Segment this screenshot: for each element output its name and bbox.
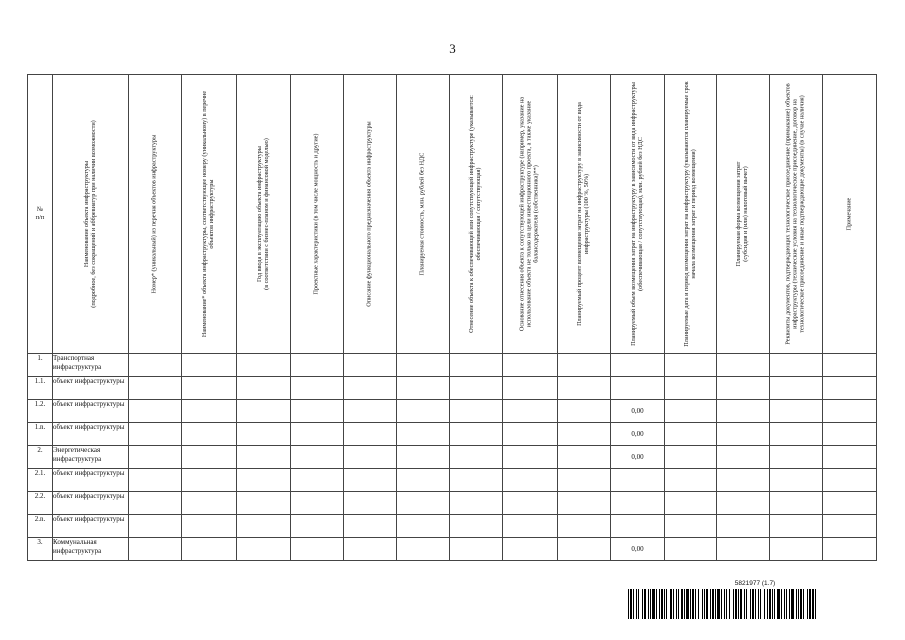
table-cell: [665, 446, 717, 469]
table-cell: [770, 400, 823, 423]
table-cell: [397, 400, 450, 423]
table-cell: [182, 515, 237, 538]
table-cell: [344, 354, 397, 377]
table-cell: [237, 538, 291, 561]
row-object-name: Коммунальная инфраструктура: [53, 538, 129, 561]
header-functional-purpose: [344, 75, 397, 354]
row-reimbursement-volume: 0,00: [611, 538, 665, 561]
barcode-bars: [628, 589, 882, 619]
table-cell: [770, 354, 823, 377]
table-cell: [237, 354, 291, 377]
barcode-text: 5821977 (1.7): [734, 580, 776, 587]
table-cell: [770, 469, 823, 492]
table-cell: [558, 446, 611, 469]
table-row: [28, 423, 877, 446]
row-number: 1.1.: [28, 377, 53, 400]
table-cell: [344, 377, 397, 400]
table-row: [28, 377, 877, 400]
header-unique-number: [129, 75, 182, 354]
row-reimbursement-volume: 0,00: [611, 446, 665, 469]
row-object-name: объект инфраструктуры: [53, 492, 129, 515]
table-cell: [770, 492, 823, 515]
header-list-name: [182, 75, 237, 354]
table-cell: [129, 400, 182, 423]
header-note: [823, 75, 877, 354]
table-cell: [344, 515, 397, 538]
table-cell: [558, 423, 611, 446]
table-row: [28, 446, 877, 469]
table-cell: [291, 354, 344, 377]
row-number: 1.2.: [28, 400, 53, 423]
table-cell: [770, 515, 823, 538]
table-cell: [503, 354, 558, 377]
header-accompanying-basis: [503, 75, 558, 354]
header-design-characteristics: [291, 75, 344, 354]
row-object-name: объект инфраструктуры: [53, 469, 129, 492]
table-row: [28, 538, 877, 561]
table-cell: [237, 469, 291, 492]
table-cell: [182, 400, 237, 423]
table-cell: [182, 446, 237, 469]
infrastructure-table: [27, 74, 877, 561]
table-cell: [717, 377, 770, 400]
table-cell: [503, 538, 558, 561]
table-cell: [665, 469, 717, 492]
table-cell: [823, 492, 877, 515]
table-cell: [182, 377, 237, 400]
header-commission-year: [237, 75, 291, 354]
row-number: 2.1.: [28, 469, 53, 492]
table-cell: [397, 354, 450, 377]
table-cell: [503, 469, 558, 492]
header-object-name-text: Наименование объекта инфраструктуры (подробное, без сокращений и аббревиатур при наличии возможности): [82, 120, 97, 308]
table-cell: [237, 515, 291, 538]
table-cell: [665, 423, 717, 446]
page-number: 3: [449, 41, 456, 56]
table-cell: [717, 538, 770, 561]
table-cell: [344, 469, 397, 492]
table-cell: [823, 515, 877, 538]
table-cell: [503, 377, 558, 400]
table-cell: [182, 469, 237, 492]
table-cell: [558, 515, 611, 538]
table-cell: [503, 423, 558, 446]
table-cell: [558, 354, 611, 377]
table-cell: [717, 400, 770, 423]
table-cell: [129, 492, 182, 515]
table-cell: [823, 354, 877, 377]
table-cell: [823, 423, 877, 446]
table-cell: [344, 538, 397, 561]
row-reimbursement-volume: 0,00: [611, 400, 665, 423]
table-cell: [344, 492, 397, 515]
header-reimbursement-form-text: Планируемая форма возмещения затрат (субсидия и (или) налоговый вычет): [735, 161, 749, 267]
row-object-name: Энергетическая инфраструктура: [53, 446, 129, 469]
table-cell: [182, 423, 237, 446]
table-body: [28, 354, 877, 561]
table-cell: [665, 354, 717, 377]
header-reimbursement-percent-text: Планируемый процент возмещения затрат на инфраструктуру в зависимости от вида инфраструктуры (100 %, 50%): [576, 102, 590, 326]
table-cell: [237, 377, 291, 400]
header-accompanying-basis-text: Основание отнесения объекта к сопутствующей инфраструктуре (например, указание на использование объекта не только на цели инвестиционного проекта, а также указание балансодержателя (собственника)**): [518, 96, 540, 332]
table-cell: [129, 515, 182, 538]
header-object-name: [53, 75, 129, 354]
header-reimbursement-form: [717, 75, 770, 354]
table-cell: [770, 538, 823, 561]
table-cell: [665, 377, 717, 400]
row-reimbursement-volume: [611, 492, 665, 515]
table-cell: [397, 515, 450, 538]
table-cell: [344, 400, 397, 423]
row-number: 2.: [28, 446, 53, 469]
row-reimbursement-volume: [611, 354, 665, 377]
table-cell: [397, 492, 450, 515]
table-cell: [129, 446, 182, 469]
table-cell: [182, 538, 237, 561]
table-cell: [823, 400, 877, 423]
table-cell: [237, 423, 291, 446]
table-cell: [450, 515, 503, 538]
row-object-name: объект инфраструктуры: [53, 377, 129, 400]
row-object-name: объект инфраструктуры: [53, 515, 129, 538]
table-cell: [129, 469, 182, 492]
row-object-name: объект инфраструктуры: [53, 423, 129, 446]
row-object-name: Транспортная инфраструктура: [53, 354, 129, 377]
table-cell: [450, 469, 503, 492]
table-cell: [450, 354, 503, 377]
table-cell: [665, 515, 717, 538]
header-reimbursement-percent: [558, 75, 611, 354]
header-unique-number-text: Номер* (уникальный) из перечня объектов инфраструктуры: [150, 134, 158, 294]
header-reimbursement-volume-text: Планируемый объем возмещения затрат на инфраструктуру в зависимости от вида инфраструктуры (обеспечивающая / сопутствующая), млн. рублей без НДС: [629, 82, 644, 346]
row-object-name: объект инфраструктуры: [53, 400, 129, 423]
header-reimbursement-volume: [611, 75, 665, 354]
header-functional-purpose-text: Описание функционального предназначения объекта инфраструктуры: [365, 121, 373, 307]
table-row: [28, 515, 877, 538]
barcode-space: [816, 589, 817, 619]
row-reimbursement-volume: [611, 377, 665, 400]
table-cell: [770, 377, 823, 400]
table-cell: [397, 538, 450, 561]
table-cell: [823, 446, 877, 469]
row-number: 2.n.: [28, 515, 53, 538]
table-cell: [291, 492, 344, 515]
header-infrastructure-type-text: Отнесение объекта к обеспечивающей или сопутствующей инфраструктуре (указывается: обеспечивающая / сопутствующая): [468, 95, 482, 333]
table-cell: [291, 538, 344, 561]
table-cell: [129, 354, 182, 377]
table-cell: [291, 469, 344, 492]
table-cell: [558, 469, 611, 492]
header-number: [28, 75, 53, 354]
table-row: [28, 492, 877, 515]
table-cell: [823, 538, 877, 561]
header-planned-cost: [397, 75, 450, 354]
row-number: 1.: [28, 354, 53, 377]
header-reimbursement-date-text: Планируемые дата и период возмещения затрат на инфраструктуру (указываются планируемые срок начала возмещения затрат и период возмещения): [682, 81, 697, 347]
table-cell: [450, 492, 503, 515]
table-cell: [450, 446, 503, 469]
table-row: [28, 400, 877, 423]
table-cell: [237, 446, 291, 469]
header-document-details-text: Реквизиты документов, подтверждающих технологическое присоединение (примыкание) объектов инфраструктуры (технические условия на технологическое присоединение, договор на технологическое присоединение и иные подтверждающие документы) (в случае наличия): [784, 83, 806, 345]
table-cell: [291, 377, 344, 400]
header-infrastructure-type: [450, 75, 503, 354]
table-cell: [770, 423, 823, 446]
header-document-details: [770, 75, 823, 354]
header-reimbursement-date: [665, 75, 717, 354]
table-cell: [182, 354, 237, 377]
table-cell: [397, 377, 450, 400]
barcode: [628, 580, 882, 619]
table-cell: [665, 492, 717, 515]
table-cell: [291, 423, 344, 446]
row-reimbursement-volume: [611, 469, 665, 492]
table-cell: [450, 538, 503, 561]
table-cell: [450, 377, 503, 400]
table-cell: [291, 515, 344, 538]
table-header-row: [28, 75, 877, 354]
table-cell: [503, 446, 558, 469]
row-number: 1.n.: [28, 423, 53, 446]
table-cell: [558, 400, 611, 423]
table-cell: [503, 515, 558, 538]
header-design-characteristics-text: Проектные характеристики (в том числе мощность и другие): [312, 133, 320, 295]
header-list-name-text: Наименование* объекта инфраструктуры, соответствующее номеру (уникальному) в перечне объектов инфраструктуры: [201, 90, 215, 338]
table-cell: [291, 400, 344, 423]
table-cell: [129, 377, 182, 400]
table-cell: [450, 423, 503, 446]
row-number: 3.: [28, 538, 53, 561]
table-cell: [717, 469, 770, 492]
table-cell: [558, 492, 611, 515]
table-cell: [665, 538, 717, 561]
header-number-text: № п/п: [35, 206, 45, 221]
row-number: 2.2.: [28, 492, 53, 515]
table-cell: [237, 400, 291, 423]
table-cell: [665, 400, 717, 423]
table-cell: [717, 446, 770, 469]
table-cell: [291, 446, 344, 469]
table-cell: [503, 400, 558, 423]
table-cell: [450, 400, 503, 423]
table-row: [28, 354, 877, 377]
header-planned-cost-text: Планируемая стоимость, млн. рублей без НДС: [418, 152, 426, 276]
table-cell: [717, 492, 770, 515]
table-cell: [182, 492, 237, 515]
table-cell: [503, 492, 558, 515]
table-cell: [770, 446, 823, 469]
table-cell: [823, 377, 877, 400]
table-cell: [558, 538, 611, 561]
header-commission-year-text: Год ввода в эксплуатацию объекта инфраструктуры (в соответствии с бизнес-планом и финансовой моделью): [255, 138, 270, 290]
table-cell: [344, 446, 397, 469]
table-cell: [558, 377, 611, 400]
table-cell: [344, 423, 397, 446]
table-cell: [717, 354, 770, 377]
table-cell: [129, 538, 182, 561]
table-cell: [823, 469, 877, 492]
table-cell: [717, 515, 770, 538]
row-reimbursement-volume: 0,00: [611, 423, 665, 446]
table-cell: [397, 446, 450, 469]
table-cell: [129, 423, 182, 446]
row-reimbursement-volume: [611, 515, 665, 538]
table-row: [28, 469, 877, 492]
table-cell: [397, 469, 450, 492]
table-cell: [397, 423, 450, 446]
header-note-text: Примечание: [845, 197, 853, 231]
table-cell: [717, 423, 770, 446]
table-cell: [237, 492, 291, 515]
